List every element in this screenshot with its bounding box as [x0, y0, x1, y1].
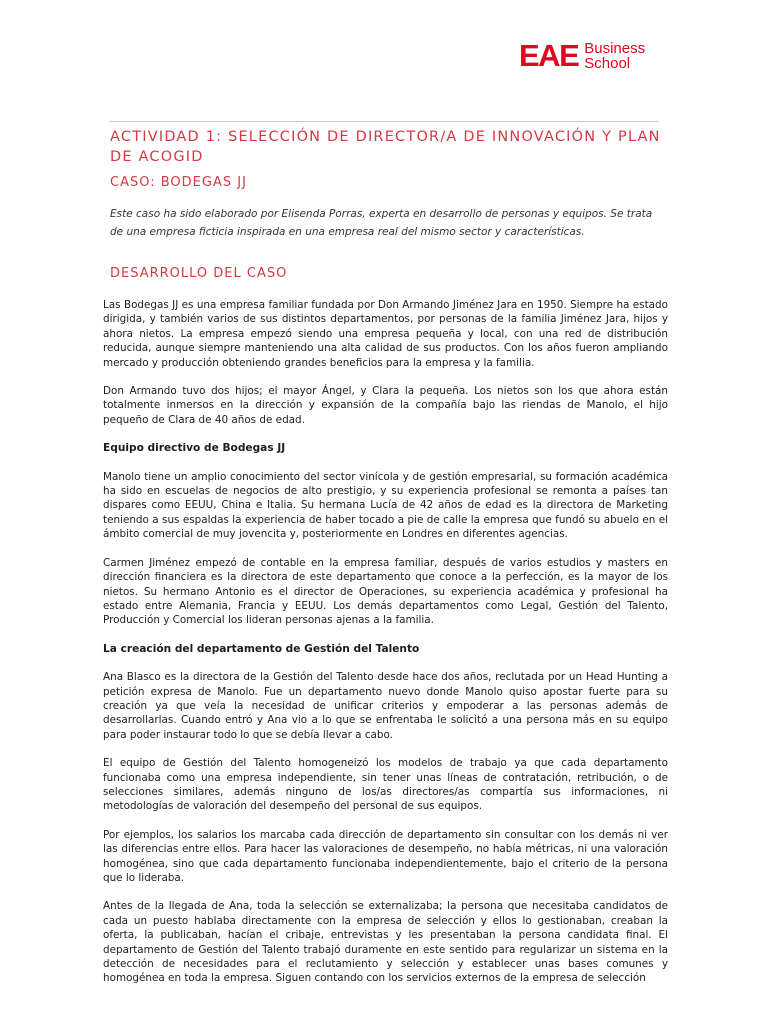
intro-note: Este caso ha sido elaborado por Elisenda Porras, experta en desarrollo de personas y equipos. Se trata de una empresa ficticia inspirada en una empresa real del mismo sector y características. — [110, 208, 653, 238]
paragraph: El equipo de Gestión del Talento homogeneizó los modelos de trabajo ya que cada departamento funcionaba como una empresa independiente, sin tener unas líneas de contratación, retribución, o de selecciones similares, además ninguno de los/as directores/as compartía sus informaciones, ni metodologías de valoración del desempeño del personal de sus equipos. — [103, 757, 668, 813]
subheading: La creación del departamento de Gestión del Talento — [103, 642, 420, 655]
paragraph: Las Bodegas JJ es una empresa familiar fundada por Don Armando Jiménez Jara en 1950. Siempre ha estado dirigida, y también varios de sus distintos departamentos, por personas de la familia Jiménez Jara, hijos y ahora nietos. La empresa empezó siendo una empresa pequeña y local, con una red de distribución reducida, aunque siempre manteniendo una alta calidad de sus productos. Con los años fueron ampliando mercado y producción obteniendo grandes beneficios para la empresa y la familia. — [103, 299, 668, 369]
logo-mark: EAE — [519, 38, 579, 73]
paragraph: Manolo tiene un amplio conocimiento del sector vinícola y de gestión empresarial, su formación académica ha sido en escuelas de negocios de alto prestigio, y su experiencia profesional se remonta a países tan dispares como EEUU, China e Italia. Su hermana Lucía de 42 años de edad es la directora de Marketing teniendo a sus espaldas la experiencia de haber tocado a pie de calle la empresa que fundó su abuelo en el ámbito comercial de muy jovencita y, posteriormente en Londres en diferentes agencias. — [103, 470, 668, 541]
logo-line-1: Business — [584, 39, 646, 57]
paragraph: Carmen Jiménez empezó de contable en la empresa familiar, después de varios estudios y masters en dirección financiera es la directora de este departamento que conoce a la perfección, es la mayor de los nietos. Su hermano Antonio es el director de Operaciones, su experiencia académica y profesional ha estado entre Alemania, Francia y EEUU. Los demás departamentos como Legal, Gestión del Talento, Producción y Comercial los lideran personas ajenas a la familia. — [103, 556, 668, 627]
section-title: DESARROLLO DEL CASO — [110, 266, 288, 281]
subheading: Equipo directivo de Bodegas JJ — [103, 442, 286, 455]
case-label: CASO: BODEGAS JJ — [110, 175, 247, 190]
paragraph: Antes de la llegada de Ana, toda la selección se externalizaba; la persona que necesitaba candidatos de cada un puesto hablaba directamente con la empresa de selección y ellos lo gestionaban, creaban la oferta, la publicaban, hacían el cribaje, entrevistas y les presentaban la persona candidata final. El departamento de Gestión del Talento trabajó duramente en este sentido para regularizar un sistema en la detección de necesidades para el reclutamiento y selección y establecer unas bases comunes y homogénea en toda la empresa. Siguen contando con los servicios externos de la empresa de selección — [103, 900, 668, 985]
paragraph: Don Armando tuvo dos hijos; el mayor Ángel, y Clara la pequeña. Los nietos son los que ahora están totalmente inmersos en la dirección y expansión de la compañía bajo las riendas de Manolo, el hijo pequeño de Clara de 40 años de edad. — [103, 385, 668, 426]
title-divider — [110, 121, 658, 122]
case-body — [103, 298, 668, 1000]
activity-title: ACTIVIDAD 1: SELECCIÓN DE DIRECTOR/A DE INNOVACIÓN Y PLAN DE ACOGID — [110, 129, 661, 165]
paragraph: Por ejemplos, los salarios los marcaba cada dirección de departamento sin consultar con los demás ni ver las diferencias entre ellos. Para hacer las valoraciones de desempeño, no había métricas, ni una valoración homogénea, sino que cada departamento funcionaba independientemente, bajo el criterio de la persona que lo lideraba. — [103, 828, 668, 884]
logo-wordmark — [584, 41, 645, 71]
paragraph: Ana Blasco es la directora de la Gestión del Talento desde hace dos años, reclutada por un Head Hunting a petición expresa de Manolo. Fue un departamento nuevo donde Manolo quiso apostar fuerte para su creación ya que veía la necesidad de unificar criterios y empoderar a las personas además de desarrollarlas. Cuando entró y Ana vio a lo que se enfrentaba le solicitó a una persona más en su equipo para poder instaurar todo lo que se debía llevar a cabo. — [103, 671, 668, 741]
eae-logo — [519, 40, 645, 71]
logo-line-2: School — [584, 54, 631, 72]
